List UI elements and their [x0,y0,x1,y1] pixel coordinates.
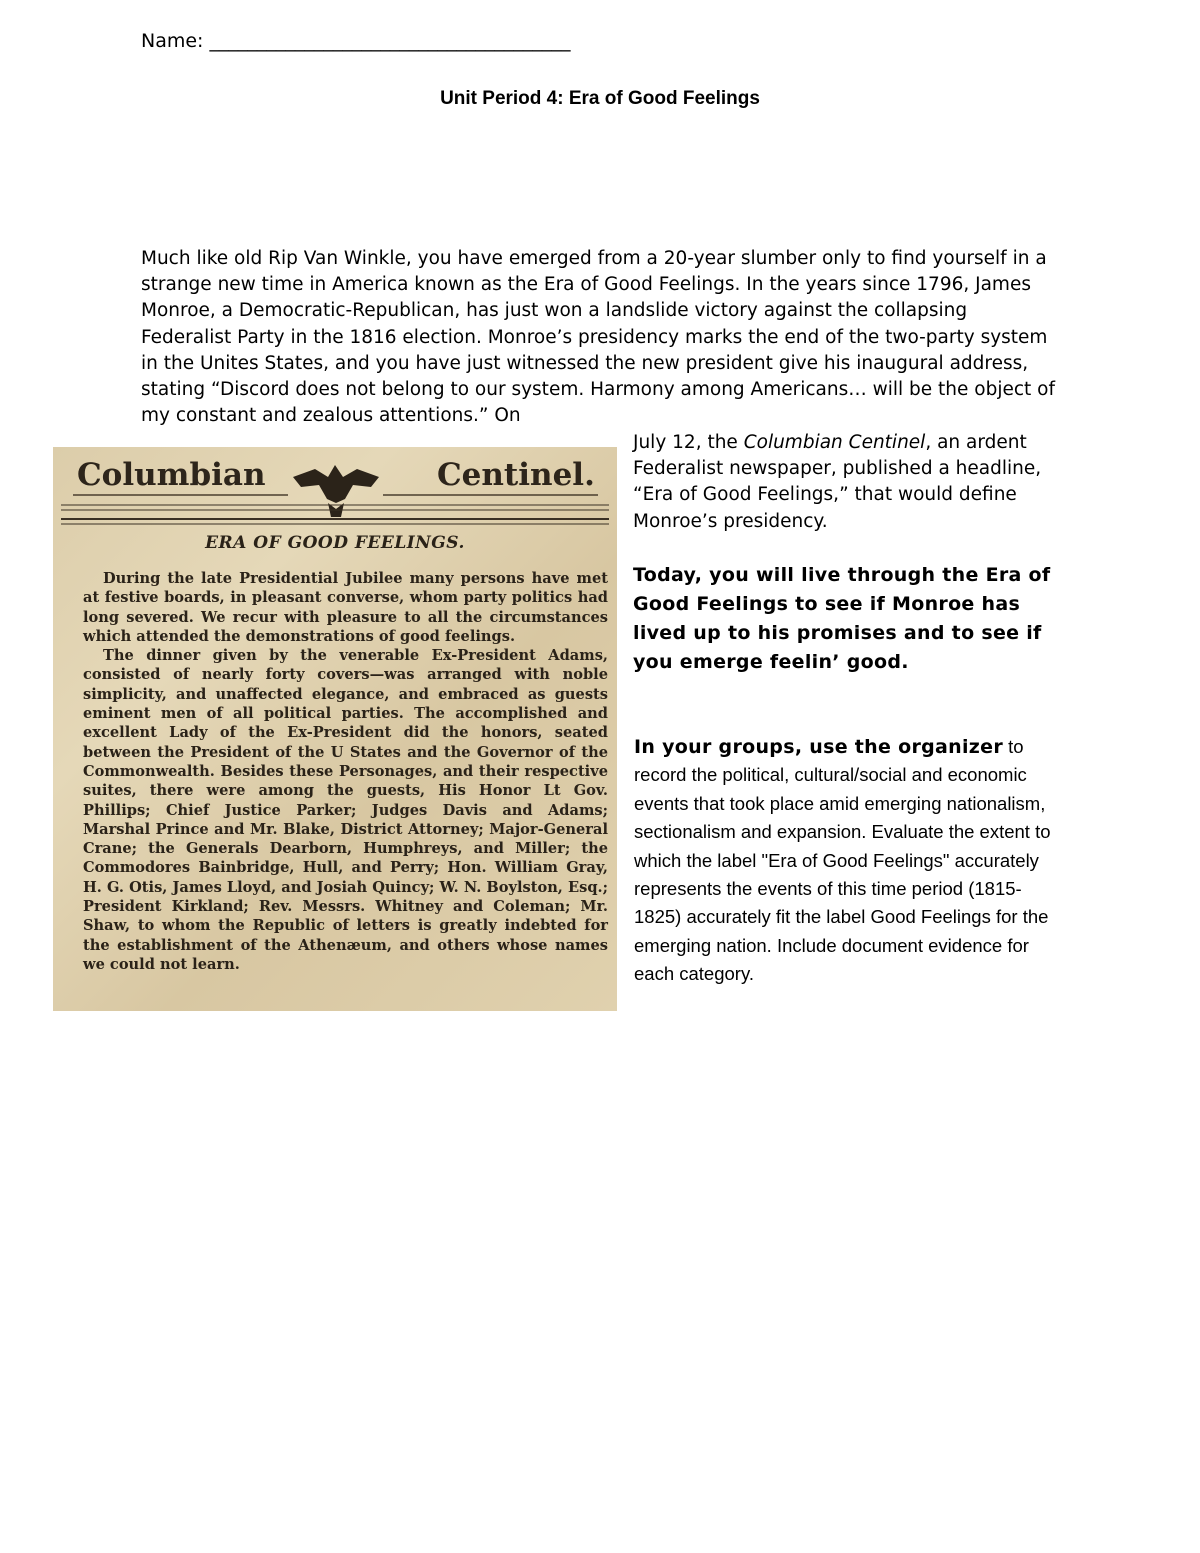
clipping-body [83,569,608,974]
task-lead: In your groups, use the organizer [634,736,1003,758]
student-name-field: Name: ______________________________________ [141,30,571,52]
page-title: Unit Period 4: Era of Good Feelings [440,88,760,109]
centinel-text-after: , an ardent Federalist newspaper, published a headline, “Era of Good Feelings,” that would define Monroe’s presidency. [633,432,1042,532]
intro-paragraph: Much like old Rip Van Winkle, you have emerged from a 20-year slumber only to find yourself in a strange new time in America known as the Era of Good Feelings. In the years since 1796, James Monroe, a Democratic-Republican, has just won a landslide victory against the collapsing Federalist Party in the 1816 election. Monroe’s presidency marks the end of the two-party system in the Unites States, and you have just witnessed the new president give his inaugural address, stating “Discord does not belong to our system. Harmony among Americans… will be the object of my constant and zealous attentions.” On [141,248,1056,427]
masthead-right: Centinel. [437,457,595,493]
clipping-headline: ERA OF GOOD FEELINGS. [205,533,465,553]
task-paragraph [634,733,1064,989]
eagle-emblem-icon [293,465,379,517]
callout-paragraph: Today, you will live through the Era of Good Feelings to see if Monroe has lived up to his promises and to see if you emerge feelin’ good. [633,564,1051,673]
centinel-text-before: July 12, the [633,432,744,453]
clipping-paragraph-1: During the late Presidential Jubilee many persons have met at festive boards, in pleasant converse, whom party politics had long severed. We recur with pleasure to all the circumstances which attended the demonstrations of good feelings. [83,570,608,645]
masthead-left: Columbian [77,457,266,493]
clipping-paragraph-2: The dinner given by the venerable Ex-President Adams, consisted of nearly forty covers—was arranged with noble simplicity, and unaffected elegance, and embraced as guests eminent men of all political parties. The accomplished and excellent Lady of the Ex-President did the honors, seated between the President of the U States and the Governor of the Commonwealth. Besides these Personages, and their respective suites, there were among the guests, His Honor Lt Gov. Phillips; Chief Justice Parker; Judges Davis and Adams; Marshal Prince and Mr. Blake, District Attorney; Major-General Crane; the Generals Dearborn, Humphreys, and Miller; the Commodores Bainbridge, Hull, and Perry; Hon. William Gray, H. G. Otis, James Lloyd, and Josiah Quincy; W. N. Boylston, Esq.; President Kirkland; Rev. Messrs. Whitney and Coleman; Mr. Shaw, to whom the Republic of letters is greatly indebted for the establishment of the Athenæum, and others whose names we could not learn. [83,647,608,973]
centinel-paragraph [633,430,1063,535]
task-text: to record the political, cultural/social and economic events that took place amid emerging nationalism, sectionalism and expansion. Evaluate the extent to which the label "Era of Good Feelings" accurately represents the events of this time period (1815-1825) accurately fit the label Good Feelings for the emerging nation. Include document evidence for each category. [634,736,1051,985]
newspaper-name: Columbian Centinel [743,432,926,453]
newspaper-clipping-image [53,447,617,1011]
